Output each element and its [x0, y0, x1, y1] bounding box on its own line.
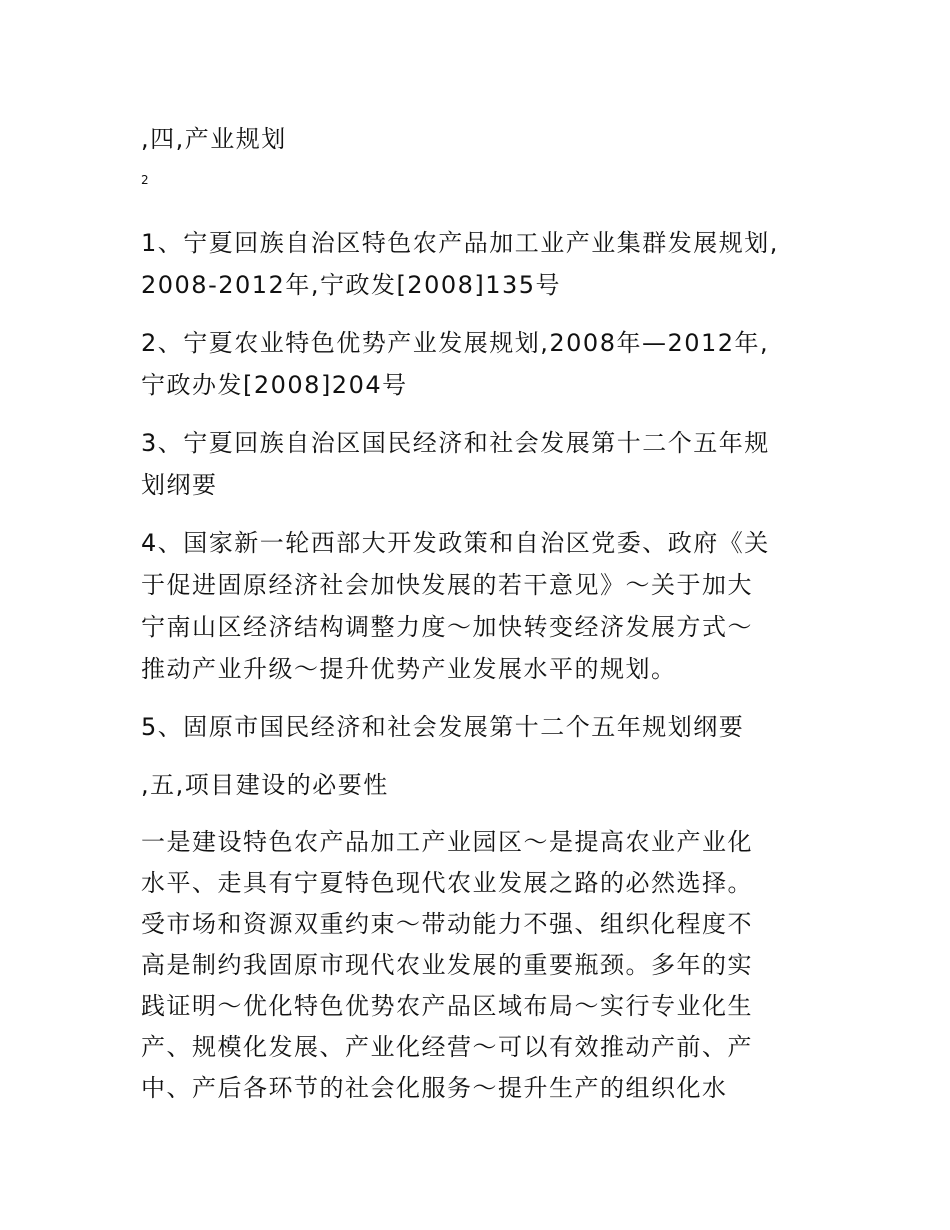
list-item: [141, 322, 821, 406]
section-heading-project-necessity: ,五,项目建设的必要性: [141, 771, 389, 799]
list-item-line: 2008-2012年,宁政发[2008]135号: [141, 271, 562, 299]
list-item-line: 1、宁夏回族自治区特色农产品加工业产业集群发展规划,: [141, 229, 779, 257]
list-item: [141, 522, 821, 690]
paragraph-line: 水平、走具有宁夏特色现代农业发展之路的必然选择。: [141, 869, 753, 897]
list-item-line: 4、国家新一轮西部大开发政策和自治区党委、政府《关: [141, 529, 770, 557]
list-item-line: 3、宁夏回族自治区国民经济和社会发展第十二个五年规: [141, 429, 770, 457]
page-number: 2: [141, 173, 149, 187]
section-heading-block: [141, 764, 821, 806]
list-item: [141, 706, 821, 748]
list-item: [141, 222, 821, 306]
list-item-line: 于促进固原经济社会加快发展的若干意见》～关于加大: [141, 571, 753, 599]
list-item-line: 2、宁夏农业特色优势产业发展规划,2008年—2012年,: [141, 329, 770, 357]
paragraph-line: 中、产后各环节的社会化服务～提升生产的组织化水: [141, 1074, 728, 1102]
section-heading-industry-planning: ,四,产业规划: [141, 125, 287, 153]
list-item-line: 宁南山区经济结构调整力度～加快转变经济发展方式～: [141, 613, 753, 641]
list-item-line: 划纲要: [141, 471, 218, 499]
page-content: [141, 118, 821, 1125]
list-item: [141, 422, 821, 506]
list-item-line: 5、固原市国民经济和社会发展第十二个五年规划纲要: [141, 713, 745, 741]
paragraph-line: 受市场和资源双重约束～带动能力不强、组织化程度不: [141, 910, 753, 938]
paragraph-line: 践证明～优化特色优势农产品区域布局～实行专业化生: [141, 992, 753, 1020]
body-paragraph: [141, 822, 821, 1109]
paragraph-line: 高是制约我固原市现代农业发展的重要瓶颈。多年的实: [141, 951, 753, 979]
list-item-line: 宁政办发[2008]204号: [141, 371, 408, 399]
paragraph-line: 一是建设特色农产品加工产业园区～是提高农业产业化: [141, 828, 753, 856]
paragraph-line: 产、规模化发展、产业化经营～可以有效推动产前、产: [141, 1033, 753, 1061]
list-item-line: 推动产业升级～提升优势产业发展水平的规划。: [141, 655, 677, 683]
